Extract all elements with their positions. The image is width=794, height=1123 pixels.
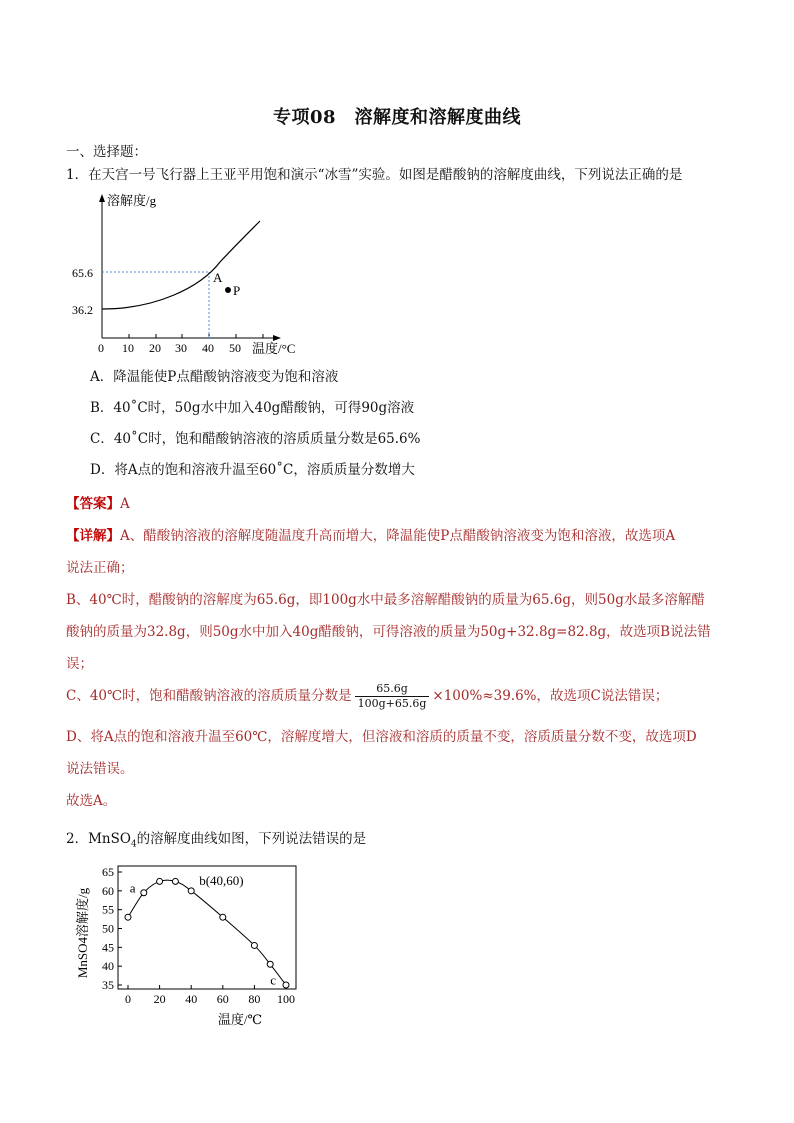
q2-data-point	[172, 878, 178, 884]
q1-answer	[66, 495, 130, 513]
q1-detail-fraction-line	[66, 682, 668, 711]
q1-conclusion: 故选A。	[66, 793, 117, 809]
q2-data-point	[141, 890, 147, 896]
q2-ytick-label: 45	[102, 940, 114, 955]
q2-xtick-label: 100	[277, 992, 295, 1006]
detail-text: C、40℃时，饱和醋酸钠溶液的溶质质量分数是	[66, 688, 352, 704]
detail-text: A、醋酸钠溶液的溶解度随温度升高而增大，降温能使P点醋酸钠溶液变为饱和溶液，故选项A	[120, 528, 676, 544]
q2-ytick-label: 60	[102, 883, 114, 898]
q2-ytick-label: 35	[102, 978, 114, 992]
q1-point-p-label: P	[233, 283, 241, 298]
q1-detail-line: 说法正确；	[66, 560, 134, 576]
q2-stem-text: 2．MnSO	[66, 831, 131, 847]
q2-xtick-label: 0	[125, 992, 131, 1006]
q1-xtick: 20	[149, 341, 161, 355]
q1-xtick: 0	[98, 341, 104, 355]
q2-data-point	[251, 942, 257, 948]
q2-ytick-label: 40	[102, 959, 114, 974]
q2-ytick-label: 55	[102, 902, 114, 917]
detail-tag: 【详解】	[66, 528, 120, 544]
answer-value: A	[120, 496, 130, 512]
answer-tag: 【答案】	[66, 496, 120, 512]
q2-data-point	[157, 878, 163, 884]
q2-ylabel: MnSO4溶解度/g	[75, 887, 90, 979]
page-title: 专项08 溶解度和溶解度曲线	[272, 107, 522, 128]
q1-xtick: 50	[229, 341, 241, 355]
q1-detail-line: D、将A点的饱和溶液升温至60℃，溶解度增大，但溶液和溶质的质量不变，溶质质量分数不变，故选项D	[66, 729, 697, 745]
fraction-denominator: 100g+65.6g	[357, 697, 427, 710]
q1-option-c: C．40˚C时，饱和醋酸钠溶液的溶质质量分数是65.6%	[90, 431, 421, 447]
q1-detail-line	[66, 527, 675, 545]
q1-ylabel: 溶解度/g	[107, 193, 157, 208]
q1-detail-line: B、40℃时，醋酸钠的溶解度为65.6g，即100g水中最多溶解醋酸钠的质量为65.6g，则50g水最多溶解醋	[66, 592, 705, 608]
q2-solubility-curve	[128, 880, 286, 988]
q1-option-a: A．降温能使P点醋酸钠溶液变为饱和溶液	[90, 369, 339, 385]
q1-point-p	[225, 287, 231, 293]
q1-xtick: 10	[122, 341, 134, 355]
q2-xtick-label: 60	[216, 992, 229, 1006]
fraction	[355, 682, 430, 711]
detail-text: ×100%≈39.6%，故选项C说法错误；	[432, 688, 669, 704]
q2-data-point	[125, 914, 131, 920]
q2-data-point	[267, 961, 273, 967]
q1-detail-line: 酸钠的质量为32.8g，则50g水中加入40g醋酸钠，可得溶液的质量为50g+32.8g=82.8g，故选项B说法错	[66, 624, 711, 640]
q2-chart	[70, 858, 310, 1030]
q2-data-point	[188, 888, 194, 894]
q1-chart	[60, 188, 310, 360]
section-heading: 一、选择题：	[66, 144, 147, 160]
q1-point-a-label: A	[213, 270, 223, 285]
q1-stem: 1．在天宫一号飞行器上王亚平用饱和演示“冰雪”实验。如图是醋酸钠的溶解度曲线，下列说法正确的是	[66, 167, 683, 183]
q1-xlabel: 温度/°C	[252, 341, 296, 356]
q2-stem	[66, 830, 366, 854]
q2-xtick-label: 80	[248, 992, 261, 1006]
q1-option-b: B．40˚C时，50g水中加入40g醋酸钠，可得90g溶液	[90, 400, 415, 416]
q1-detail-line: 说法错误。	[66, 761, 134, 777]
q1-xtick: 30	[175, 341, 187, 355]
q1-detail-line: 误；	[66, 656, 93, 672]
q2-data-point	[220, 914, 226, 920]
q2-stem-subscript: 4	[130, 839, 137, 850]
q2-ytick-label: 50	[102, 921, 114, 936]
q1-ytick-65: 65.6	[72, 266, 93, 280]
q1-xtick: 40	[202, 341, 214, 355]
q1-option-d: D．将A点的饱和溶液升温至60˚C，溶质质量分数增大	[90, 462, 415, 478]
q2-annotation: a	[129, 880, 136, 896]
q2-annotation: c	[270, 972, 276, 988]
q1-ytick-36: 36.2	[72, 303, 93, 317]
q1-y-axis-arrow	[99, 194, 105, 202]
q2-xtick-label: 20	[153, 992, 166, 1006]
q2-annotation: b(40,60)	[199, 872, 244, 888]
q2-data-point	[283, 982, 289, 988]
q2-xtick-label: 40	[185, 992, 198, 1006]
q2-xlabel: 温度/℃	[217, 1012, 263, 1027]
fraction-numerator: 65.6g	[355, 682, 430, 697]
q2-ytick-label: 65	[102, 865, 114, 879]
q2-stem-text: 的溶解度曲线如图，下列说法错误的是	[136, 831, 367, 847]
